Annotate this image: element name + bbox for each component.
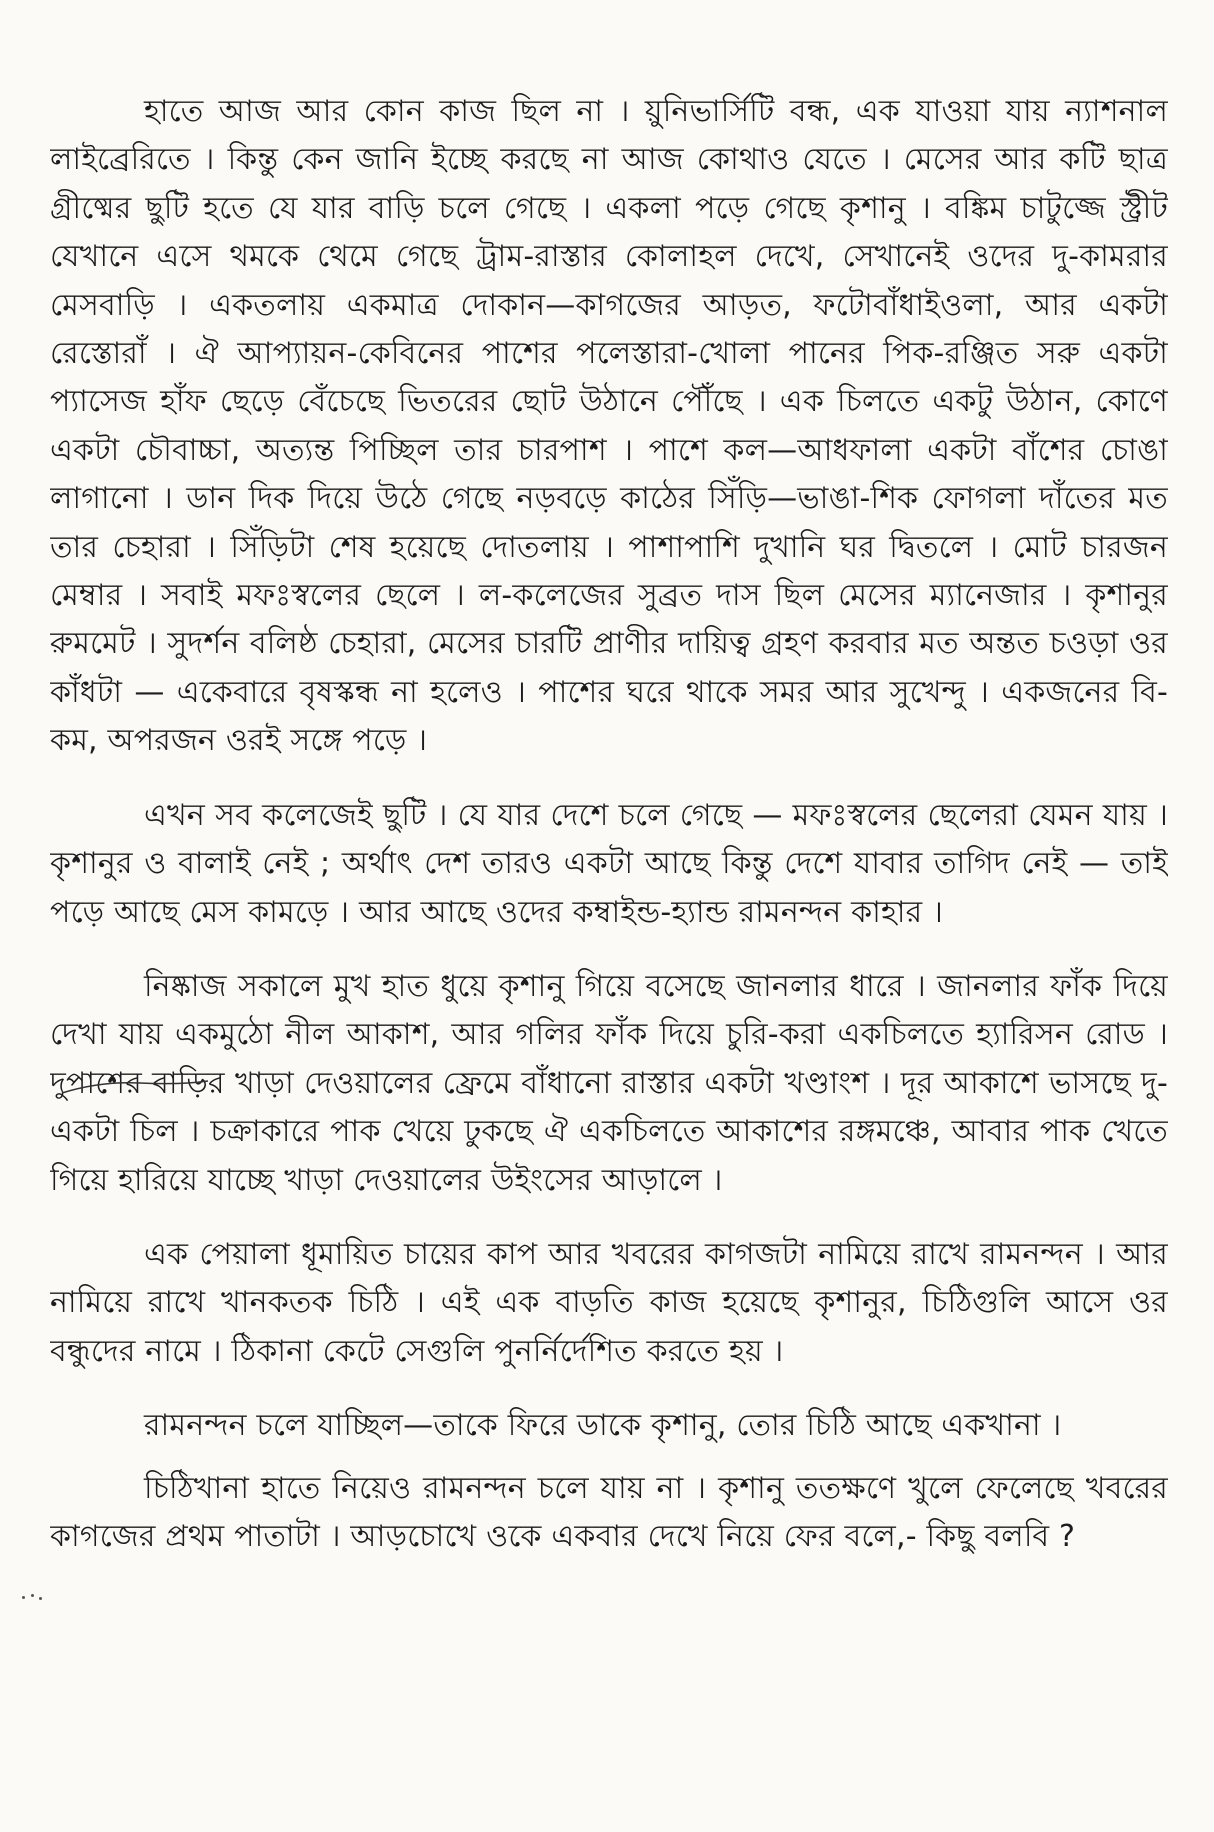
paragraph-4: এক পেয়ালা ধূমায়িত চায়ের কাপ আর খবরের কাগজটা নামিয়ে রাখে রামনন্দন । আর নামিয়ে রাখে খানকতক চিঠি । এই এক বাড়তি কাজ হয়েছে কৃশানুর, চিঠিগুলি আসে ওর বন্ধুদের নামে । ঠিকানা কেটে সেগুলি পুনর্নির্দেশিত করতে হয় । <box>50 1236 1168 1369</box>
paragraph-2: এখন সব কলেজেই ছুটি । যে যার দেশে চলে গেছে — মফঃস্বলের ছেলেরা যেমন যায় । কৃশানুর ও বালাই নেই ; অর্থাৎ দেশ তারও একটা আছে কিন্তু দেশে যাবার তাগিদ নেই — তাই পড়ে আছে মেস কামড়ে । আর আছে ওদের কম্বাইন্ড-হ্যান্ড রামনন্দন কাহার । <box>50 797 1168 930</box>
paragraph-1: হাতে আজ আর কোন কাজ ছিল না । য়ুনিভার্সিটি বন্ধ, এক যাওয়া যায় ন্যাশনাল লাইব্রেরিতে । কিন্তু কেন জানি ইচ্ছে করছে না আজ কোথাও যেতে । মেসের আর কটি ছাত্র গ্রীষ্মের ছুটি হতে যে যার বাড়ি চলে গেছে । একলা পড়ে গেছে কৃশানু । বঙ্কিম চাটুজ্জে স্ট্রীট যেখানে এসে থমকে থেমে গেছে ট্রাম-রাস্তার কোলাহল দেখে, সেখানেই ওদের দু-কামরার মেসবাড়ি । একতলায় একমাত্র দোকান—কাগজের আড়ত, ফটোবাঁধাইওলা, আর একটা রেস্তোরাঁ । ঐ আপ্যায়ন-কেবিনের পাশের পলেস্তারা-খোলা পানের পিক-রঞ্জিত সরু একটা প্যাসেজ হাঁফ ছেড়ে বেঁচেছে ভিতরের ছোট উঠানে পৌঁছে । এক চিলতে একটু উঠান, কোণে একটা চৌবাচ্চা, অত্যন্ত পিচ্ছিল তার চারপাশ । পাশে কল—আধফালা একটা বাঁশের চোঙা লাগানো । ডান দিক দিয়ে উঠে গেছে নড়বড়ে কাঠের সিঁড়ি—ভাঙা-শিক ফোগলা দাঁতের মত তার চেহারা । সিঁড়িটা শেষ হয়েছে দোতলায় । পাশাপাশি দুখানি ঘর দ্বিতলে । মোট চারজন মেম্বার । সবাই মফঃস্বলের ছেলে । ল-কলেজের সুব্রত দাস ছিল মেসের ম্যানেজার । কৃশানুর রুমমেট । সুদর্শন বলিষ্ঠ চেহারা, মেসের চারটি প্রাণীর দায়িত্ব গ্রহণ করবার মত অন্তত চওড়া ওর কাঁধটা — একেবারে বৃষস্কন্ধ না হলেও । পাশের ঘরে থাকে সমর আর সুখেন্দু । একজনের বি-কম, অপরজন ওরই সঙ্গে পড়ে । <box>50 94 1168 759</box>
book-page <box>50 88 1168 1808</box>
paragraph-3: নিষ্কাজ সকালে মুখ হাত ধুয়ে কৃশানু গিয়ে বসেছে জানলার ধারে । জানলার ফাঁক দিয়ে দেখা যায় একমুঠো নীল আকাশ, আর গলির ফাঁক দিয়ে চুরি-করা একচিলতে হ্যারিসন রোড । দুপাশের বাড়ির খাড়া দেওয়ালের ফ্রেমে বাঁধানো রাস্তার একটা খণ্ডাংশ । দূর আকাশে ভাসছে দু-একটা চিল । চক্রাকারে পাক খেয়ে ঢুকছে ঐ একচিলতে আকাশের রঙ্গমঞ্চে, আবার পাক খেতে গিয়ে হারিয়ে যাচ্ছে খাড়া দেওয়ালের উইংসের আড়ালে । <box>50 968 1168 1198</box>
paragraph-6: চিঠিখানা হাতে নিয়েও রামনন্দন চলে যায় না । কৃশানু ততক্ষণে খুলে ফেলেছে খবরের কাগজের প্রথম পাতাটা । আড়চোখে ওকে একবার দেখে নিয়ে ফের বলে,- কিছু বলবি ? <box>50 1470 1168 1554</box>
paragraph-5: রামনন্দন চলে যাচ্ছিল—তাকে ফিরে ডাকে কৃশানু, তোর চিঠি আছে একখানা । <box>144 1408 1062 1444</box>
paper-specks <box>22 1594 44 1600</box>
pen-underline-mark <box>60 1077 210 1097</box>
